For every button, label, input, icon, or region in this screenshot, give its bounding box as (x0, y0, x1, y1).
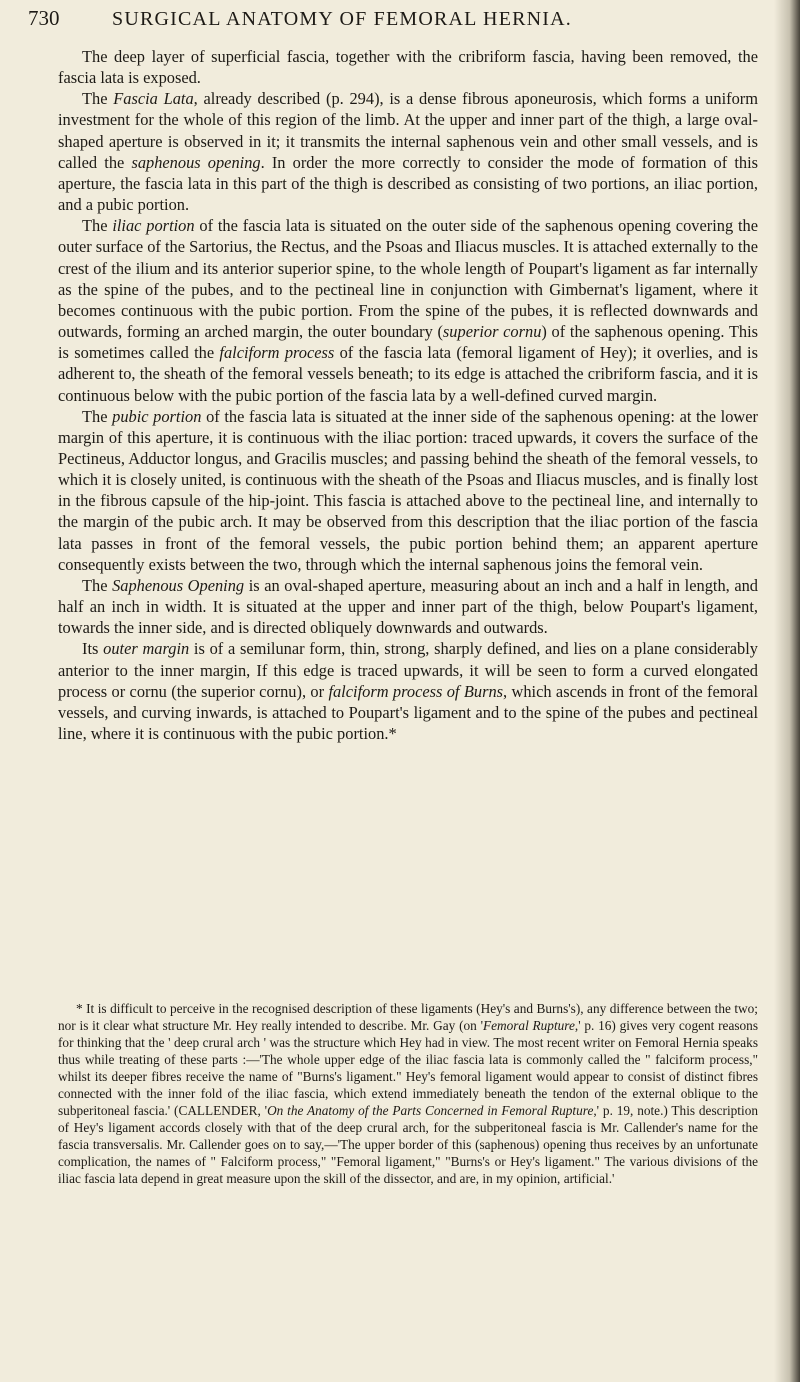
term-superior-cornu: superior cornu (442, 322, 542, 342)
term-pubic-portion: pubic portion (112, 406, 202, 426)
page-edge-shadow (774, 0, 800, 1382)
running-title: SURGICAL ANATOMY OF FEMORAL HERNIA. (112, 8, 572, 30)
term-saphenous-opening: saphenous opening (131, 152, 261, 172)
paragraph: The Fascia Lata, already described (p. 294), is a dense fibrous aponeurosis, which forms a uniform investment for the whole of this region of the limb. At the upper and inner part of the thigh, a large oval-shaped aperture is observed in it; it transmits the internal saphenous vein and other small vessels, and is called the saphenous opening. In order the more correctly to consider the mode of formation of this aperture, the fascia lata in this part of the thigh is described as consisting of two portions, an iliac portion, and a pubic portion. (58, 89, 758, 215)
paragraph: The iliac portion of the fascia lata is situated on the outer side of the saphenous opening covering the outer surface of the Sartorius, the Rectus, and the Psoas and Iliacus muscles. It is attached externally to the crest of the ilium and its anterior superior spine, to the whole length of Poupart's ligament as far internally as the spine of the pubes, and to the pectineal line in conjunction with Gimbernat's ligament, where it becomes continuous with the pubic portion. From the spine of the pubes, it is reflected downwards and outwards, forming an arched margin, the outer boundary (superior cornu) of the saphenous opening. This is sometimes called the falciform process of the fascia lata (femoral ligament of Hey); it overlies, and is adherent to, the sheath of the femoral vessels beneath; to its edge is attached the cribriform fascia, and it is continuous below with the pubic portion of the fascia lata by a well-defined curved margin. (58, 216, 759, 405)
term-iliac-portion: iliac portion (112, 216, 195, 236)
term-falciform-process-of-burns: falciform process of Burns (328, 681, 504, 701)
term-outer-margin: outer margin (103, 639, 190, 659)
term-fascia-lata: Fascia Lata (113, 89, 194, 109)
footnote (58, 1000, 758, 1187)
cited-title-femoral-rupture: Femoral Rupture (482, 1018, 575, 1033)
page-number: 730 (28, 6, 60, 30)
page-header (28, 6, 758, 31)
paragraph: Its outer margin is of a semilunar form, thin, strong, sharply defined, and lies on a plane considerably anterior to the inner margin, If this edge is traced upwards, it will be seen to form a curved elongated process or cornu (the superior cornu), or falciform process of Burns, which ascends in front of the femoral vessels, and curving inwards, is attached to Poupart's ligament and to the spine of the pubes and pectineal line, where it is continuous with the pubic portion.* (58, 639, 758, 743)
paragraph: The pubic portion of the fascia lata is situated at the inner side of the saphenous opening: at the lower margin of this aperture, it is continuous with the iliac portion: traced upwards, it covers the surface of the Pectineus, Adductor longus, and Gracilis muscles; and passing behind the sheath of the femoral vessels, to which it is closely united, is continuous with the sheath of the Psoas and Iliacus muscles, and is finally lost in the fibrous capsule of the hip-joint. This fascia is attached above to the pectineal line, and internally to the margin of the pubic arch. It may be observed from this description that the iliac portion of the fascia lata passes in front of the femoral vessels, the pubic portion behind them; an apparent aperture consequently exists between the two, through which the internal saphenous joins the femoral vein. (58, 406, 758, 574)
body-text (58, 46, 758, 744)
term-falciform-process: falciform process (219, 343, 335, 363)
paragraph: The deep layer of superficial fascia, together with the cribriform fascia, having been removed, the fascia lata is exposed. (58, 47, 758, 88)
paragraph: The Saphenous Opening is an oval-shaped aperture, measuring about an inch and a half in length, and half an inch in width. It is situated at the upper and inner part of the thigh, below Poupart's ligament, towards the inner side, and is directed obliquely downwards and outwards. (58, 575, 758, 638)
term-saphenous-opening-heading: Saphenous Opening (112, 575, 245, 595)
footnote-paragraph: * It is difficult to perceive in the recognised description of these ligaments (Hey's and Burns's), any difference between the two; nor is it clear what structure Mr. Hey really intended to describe. Mr. Gay (on 'Femoral Rupture,' p. 16) gives very cogent reasons for thinking that the ' deep crural arch ' was the structure which Hey had in view. The most recent writer on Femoral Hernia speaks thus while treating of these parts :—'The whole upper edge of the iliac fascia lata is commonly called the " falciform process," whilst its deeper fibres receive the name of "Burns's ligament." Hey's femoral ligament would appear to consist of distinct fibres connected with the inner fold of the iliac fascia, which extend immediately beneath the tendon of the external oblique to the subperitoneal fascia.' (CALLENDER, 'On the Anatomy of the Parts Concerned in Femoral Rupture,' p. 19, note.) This description of Hey's ligament accords closely with that of the deep crural arch, for the subperitoneal fascia is Mr. Callender's name for the fascia transversalis. Mr. Callender goes on to say,—'The upper border of this (saphenous) opening thus receives by an unfortunate complication, the names of " Falciform process," "Femoral ligament," "Burns's or Hey's ligament." The various divisions of the iliac fascia lata depend in great measure upon the skill of the dissector, and are, in my opinion, artificial.' (58, 1001, 758, 1186)
cited-title-callender: On the Anatomy of the Parts Concerned in Femoral Rupture (267, 1103, 594, 1118)
